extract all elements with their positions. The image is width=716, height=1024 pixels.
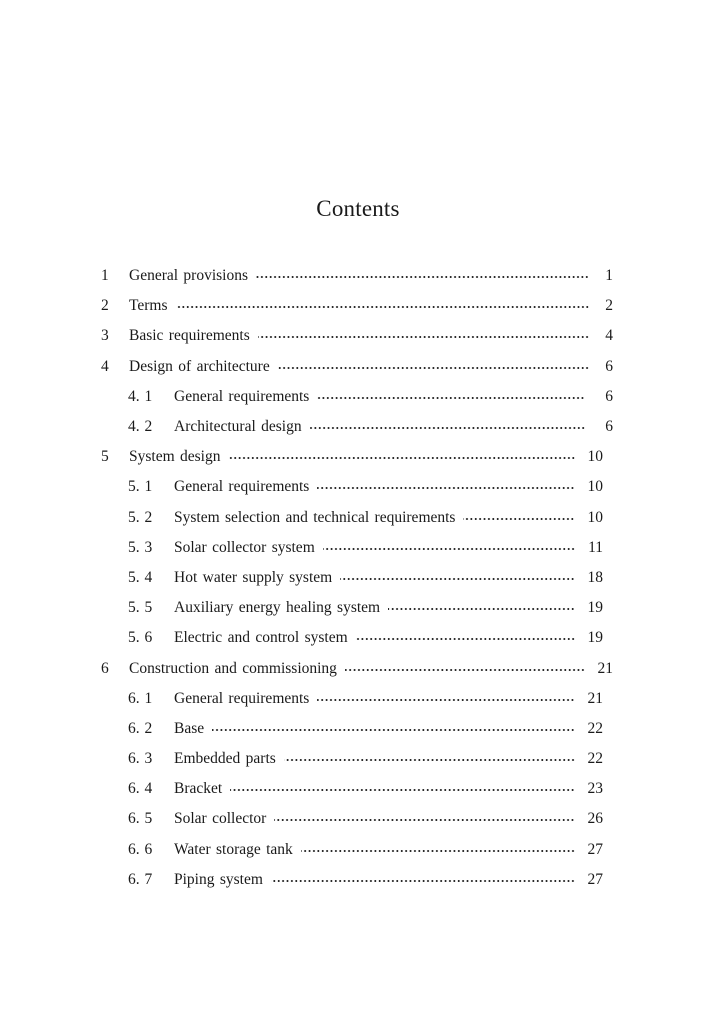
toc-section-number: 6. 6 <box>128 840 153 858</box>
dot-leader <box>317 487 575 489</box>
dot-leader <box>230 789 575 791</box>
toc-section-title: Architectural design <box>174 418 302 436</box>
toc-section-title: Basic requirements <box>129 327 250 345</box>
dot-leader <box>284 759 575 761</box>
toc-section-number: 5 <box>101 448 109 466</box>
toc-subentry <box>101 563 613 593</box>
dot-leader <box>310 427 585 429</box>
dot-leader <box>176 306 589 308</box>
dot-leader <box>323 548 575 550</box>
dot-leader <box>212 729 575 731</box>
dot-leader <box>274 819 575 821</box>
toc-section-title: Auxiliary energy healing system <box>174 599 381 617</box>
toc-page-number: 4 <box>605 327 613 345</box>
toc-subentry <box>101 593 613 623</box>
toc-section-title: Solar collector system <box>174 538 315 556</box>
toc-section-title: System selection and technical requirements <box>174 508 456 526</box>
dot-leader <box>256 276 589 278</box>
toc-entry <box>101 442 613 472</box>
toc-section-number: 3 <box>101 327 109 345</box>
toc-section-number: 5. 3 <box>128 538 153 556</box>
toc-entry <box>101 291 613 321</box>
toc-section-number: 6. 2 <box>128 719 153 737</box>
toc-subentry <box>101 804 613 834</box>
toc-entry <box>101 653 613 683</box>
toc-subentry <box>101 533 613 563</box>
dot-leader <box>345 669 585 671</box>
toc-section-title: General requirements <box>174 478 310 496</box>
dot-leader <box>463 518 575 520</box>
toc-section-title: Piping system <box>174 870 263 888</box>
toc-section-number: 6 <box>101 659 109 677</box>
toc-section-number: 6. 4 <box>128 780 153 798</box>
toc-section-number: 4. 1 <box>128 387 153 405</box>
dot-leader <box>317 397 585 399</box>
toc-subentry <box>101 412 613 442</box>
toc-section-title: General requirements <box>174 387 310 405</box>
toc-subentry <box>101 835 613 865</box>
toc-page-number: 2 <box>605 297 613 315</box>
toc-page-number: 27 <box>587 840 603 858</box>
toc-page-number: 6 <box>605 418 613 436</box>
toc-section-title: Base <box>174 719 205 737</box>
toc-section-number: 6. 7 <box>128 870 153 888</box>
toc-section-title: Construction and commissioning <box>129 659 337 677</box>
toc-subentry <box>101 382 613 412</box>
toc-section-number: 4 <box>101 357 109 375</box>
table-of-contents <box>101 261 613 895</box>
toc-section-number: 5. 4 <box>128 568 153 586</box>
toc-page-number: 23 <box>587 780 603 798</box>
toc-page-number: 10 <box>587 478 603 496</box>
toc-page-number: 19 <box>587 599 603 617</box>
toc-page-number: 21 <box>587 689 603 707</box>
toc-entry <box>101 321 613 351</box>
toc-section-title: Hot water supply system <box>174 568 333 586</box>
toc-section-title: General requirements <box>174 689 310 707</box>
toc-page-number: 10 <box>587 508 603 526</box>
toc-page-number: 22 <box>587 750 603 768</box>
toc-page-number: 6 <box>605 357 613 375</box>
toc-subentry <box>101 865 613 895</box>
toc-section-title: Water storage tank <box>174 840 293 858</box>
toc-entry <box>101 352 613 382</box>
toc-page-number: 22 <box>587 719 603 737</box>
toc-section-number: 5. 6 <box>128 629 153 647</box>
dot-leader <box>229 457 576 459</box>
toc-subentry <box>101 714 613 744</box>
toc-section-title: System design <box>129 448 221 466</box>
toc-section-title: Design of architecture <box>129 357 270 375</box>
toc-page-number: 19 <box>587 629 603 647</box>
page-title: Contents <box>316 196 400 221</box>
toc-page-number: 21 <box>597 659 613 677</box>
toc-section-number: 6. 5 <box>128 810 153 828</box>
toc-section-title: General provisions <box>129 267 249 285</box>
toc-section-number: 1 <box>101 267 109 285</box>
dot-leader <box>340 578 575 580</box>
toc-section-title: Electric and control system <box>174 629 348 647</box>
toc-subentry <box>101 472 613 502</box>
toc-page-number: 18 <box>587 568 603 586</box>
toc-section-title: Terms <box>129 297 168 315</box>
toc-page-number: 26 <box>587 810 603 828</box>
toc-section-title: Bracket <box>174 780 223 798</box>
toc-section-title: Embedded parts <box>174 750 276 768</box>
toc-subentry <box>101 744 613 774</box>
toc-page-number: 1 <box>605 267 613 285</box>
toc-section-number: 6. 3 <box>128 750 153 768</box>
toc-section-number: 5. 1 <box>128 478 153 496</box>
toc-section-number: 5. 5 <box>128 599 153 617</box>
toc-subentry <box>101 684 613 714</box>
toc-section-number: 4. 2 <box>128 418 153 436</box>
dot-leader <box>356 638 575 640</box>
dot-leader <box>301 850 575 852</box>
toc-entry <box>101 261 613 291</box>
toc-subentry <box>101 503 613 533</box>
toc-subentry <box>101 623 613 653</box>
toc-section-number: 2 <box>101 297 109 315</box>
dot-leader <box>388 608 575 610</box>
dot-leader <box>258 336 589 338</box>
dot-leader <box>278 367 589 369</box>
toc-page-number: 11 <box>588 538 603 556</box>
dot-leader <box>271 880 575 882</box>
toc-section-number: 5. 2 <box>128 508 153 526</box>
toc-page-number: 27 <box>587 870 603 888</box>
toc-page-number: 6 <box>605 387 613 405</box>
toc-page-number: 10 <box>587 448 603 466</box>
dot-leader <box>317 699 575 701</box>
toc-section-number: 6. 1 <box>128 689 153 707</box>
toc-section-title: Solar collector <box>174 810 267 828</box>
toc-subentry <box>101 774 613 804</box>
